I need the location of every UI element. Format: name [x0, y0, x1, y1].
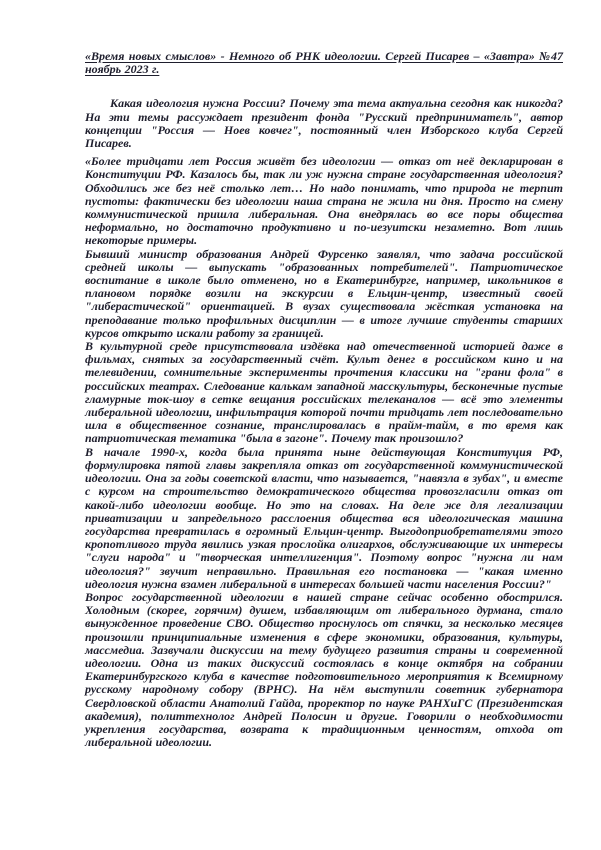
- paragraph: Бывший министр образования Андрей Фурсенко заявлял, что задача российской средней школы — выпускать "образованных потребителей". Патриотическое воспитание в школе было отменено, но в Екатеринбурге, например, школьников в плановом порядке возили на экскурсии в Ельцин-центр, известный своей "либерастической" ориентацией. В вузах существовала жёсткая установка на преподавание только профильных дисциплин — в итоге лучшие студенты старших курсов открыто искали работу за границей.: [85, 246, 563, 340]
- paragraph: В начале 1990-х, когда была принята ныне действующая Конституция РФ, формулировка пятой главы закрепляла отказ от государственной коммунистической идеологии. Она за годы советской власти, что называется, "навязла в зубах", и вместе с курсом на строительство демократического общества провозгласили отказ от какой-либо идеологии вообще. Но это на словах. На деле же для легализации приватизации и запредельного расслоения общества вся идеологическая машина государства превратилась в огромный Ельцин-центр. Выгодоприобретателями этого кропотливого труда явились узкая прослойка олигархов, обслуживающие их интересы "слуги народа" и "творческая интеллигенция". Поэтому вопрос "нужна ли нам идеология?" звучит неправильно. Правильная его постановка — "какая именно идеология нужна взамен либеральной в интересах большей части населения России?": [85, 444, 563, 591]
- paragraph-lede: Какая идеология нужна России? Почему эта тема актуальна сегодня как никогда? На эти темы рассуждает президент фонда "Русский предприниматель", автор концепции "Россия — Ноев ковчег", постоянный член Изборского клуба Сергей Писарев.: [85, 96, 563, 151]
- article-title: «Время новых смыслов» - Немного об РНК идеологии. Сергей Писарев – «Завтра» №47 ноябрь 2023 г.: [85, 49, 563, 77]
- paragraph: «Более тридцати лет Россия живёт без идеологии — отказ от неё декларирован в Конституции РФ. Казалось бы, так ли уж нужна стране государственная идеология? Обходились же без неё столько лет… Но надо понимать, что природа не терпит пустоты: фактически без идеологии наша страна не жила ни дня. Просто на смену коммунистической пришла либеральная. Она внедрялась во все поры общества неформально, но достаточно продуктивно и по-иезуитски незаметно. Вот лишь некоторые примеры.: [85, 154, 563, 248]
- paragraph: В культурной среде присутствовала издёвка над отечественной историей даже в фильмах, снятых за государственный счёт. Культ денег в российском кино и на телевидении, сомнительные эксперименты прочтения классики на "грани фола" в российских театрах. Следование калькам западной масскультуры, бесконечные пустые гламурные ток-шоу в сетке вещания российских телеканалов — всё это элементы либеральной идеологии, инфильтрация которой почти тридцать лет последовательно шла в общественное сознание, транслировалась в прайм-тайм, в то время как патриотическая тематика "была в загоне". Почему так произошло?: [85, 339, 563, 446]
- paragraph: Вопрос государственной идеологии в нашей стране сейчас особенно обострился. Холодным (скорее, горячим) душем, избавляющим от либерального дурмана, стало вынужденное проведение СВО. Общество проснулось от спячки, за несколько месяцев произошли принципиальные изменения в сфере экономики, образования, культуры, массмедиа. Зазвучали дискуссии на тему будущего развития страны и современной идеологии. Одна из таких дискуссий состоялась в конце октября на собрании Екатеринбургского клуба в качестве подготовительного мероприятия к Всемирному русскому народному собору (ВРНС). На нём выступили советник губернатора Свердловской области Анатолий Гайда, проректор по науке РАНХиГС (Президентская академия), политтехнолог Андрей Полосин и другие. Говорили о необходимости укрепления государства, возврата к традиционным ценностям, отхода от либеральной идеологии.: [85, 589, 563, 750]
